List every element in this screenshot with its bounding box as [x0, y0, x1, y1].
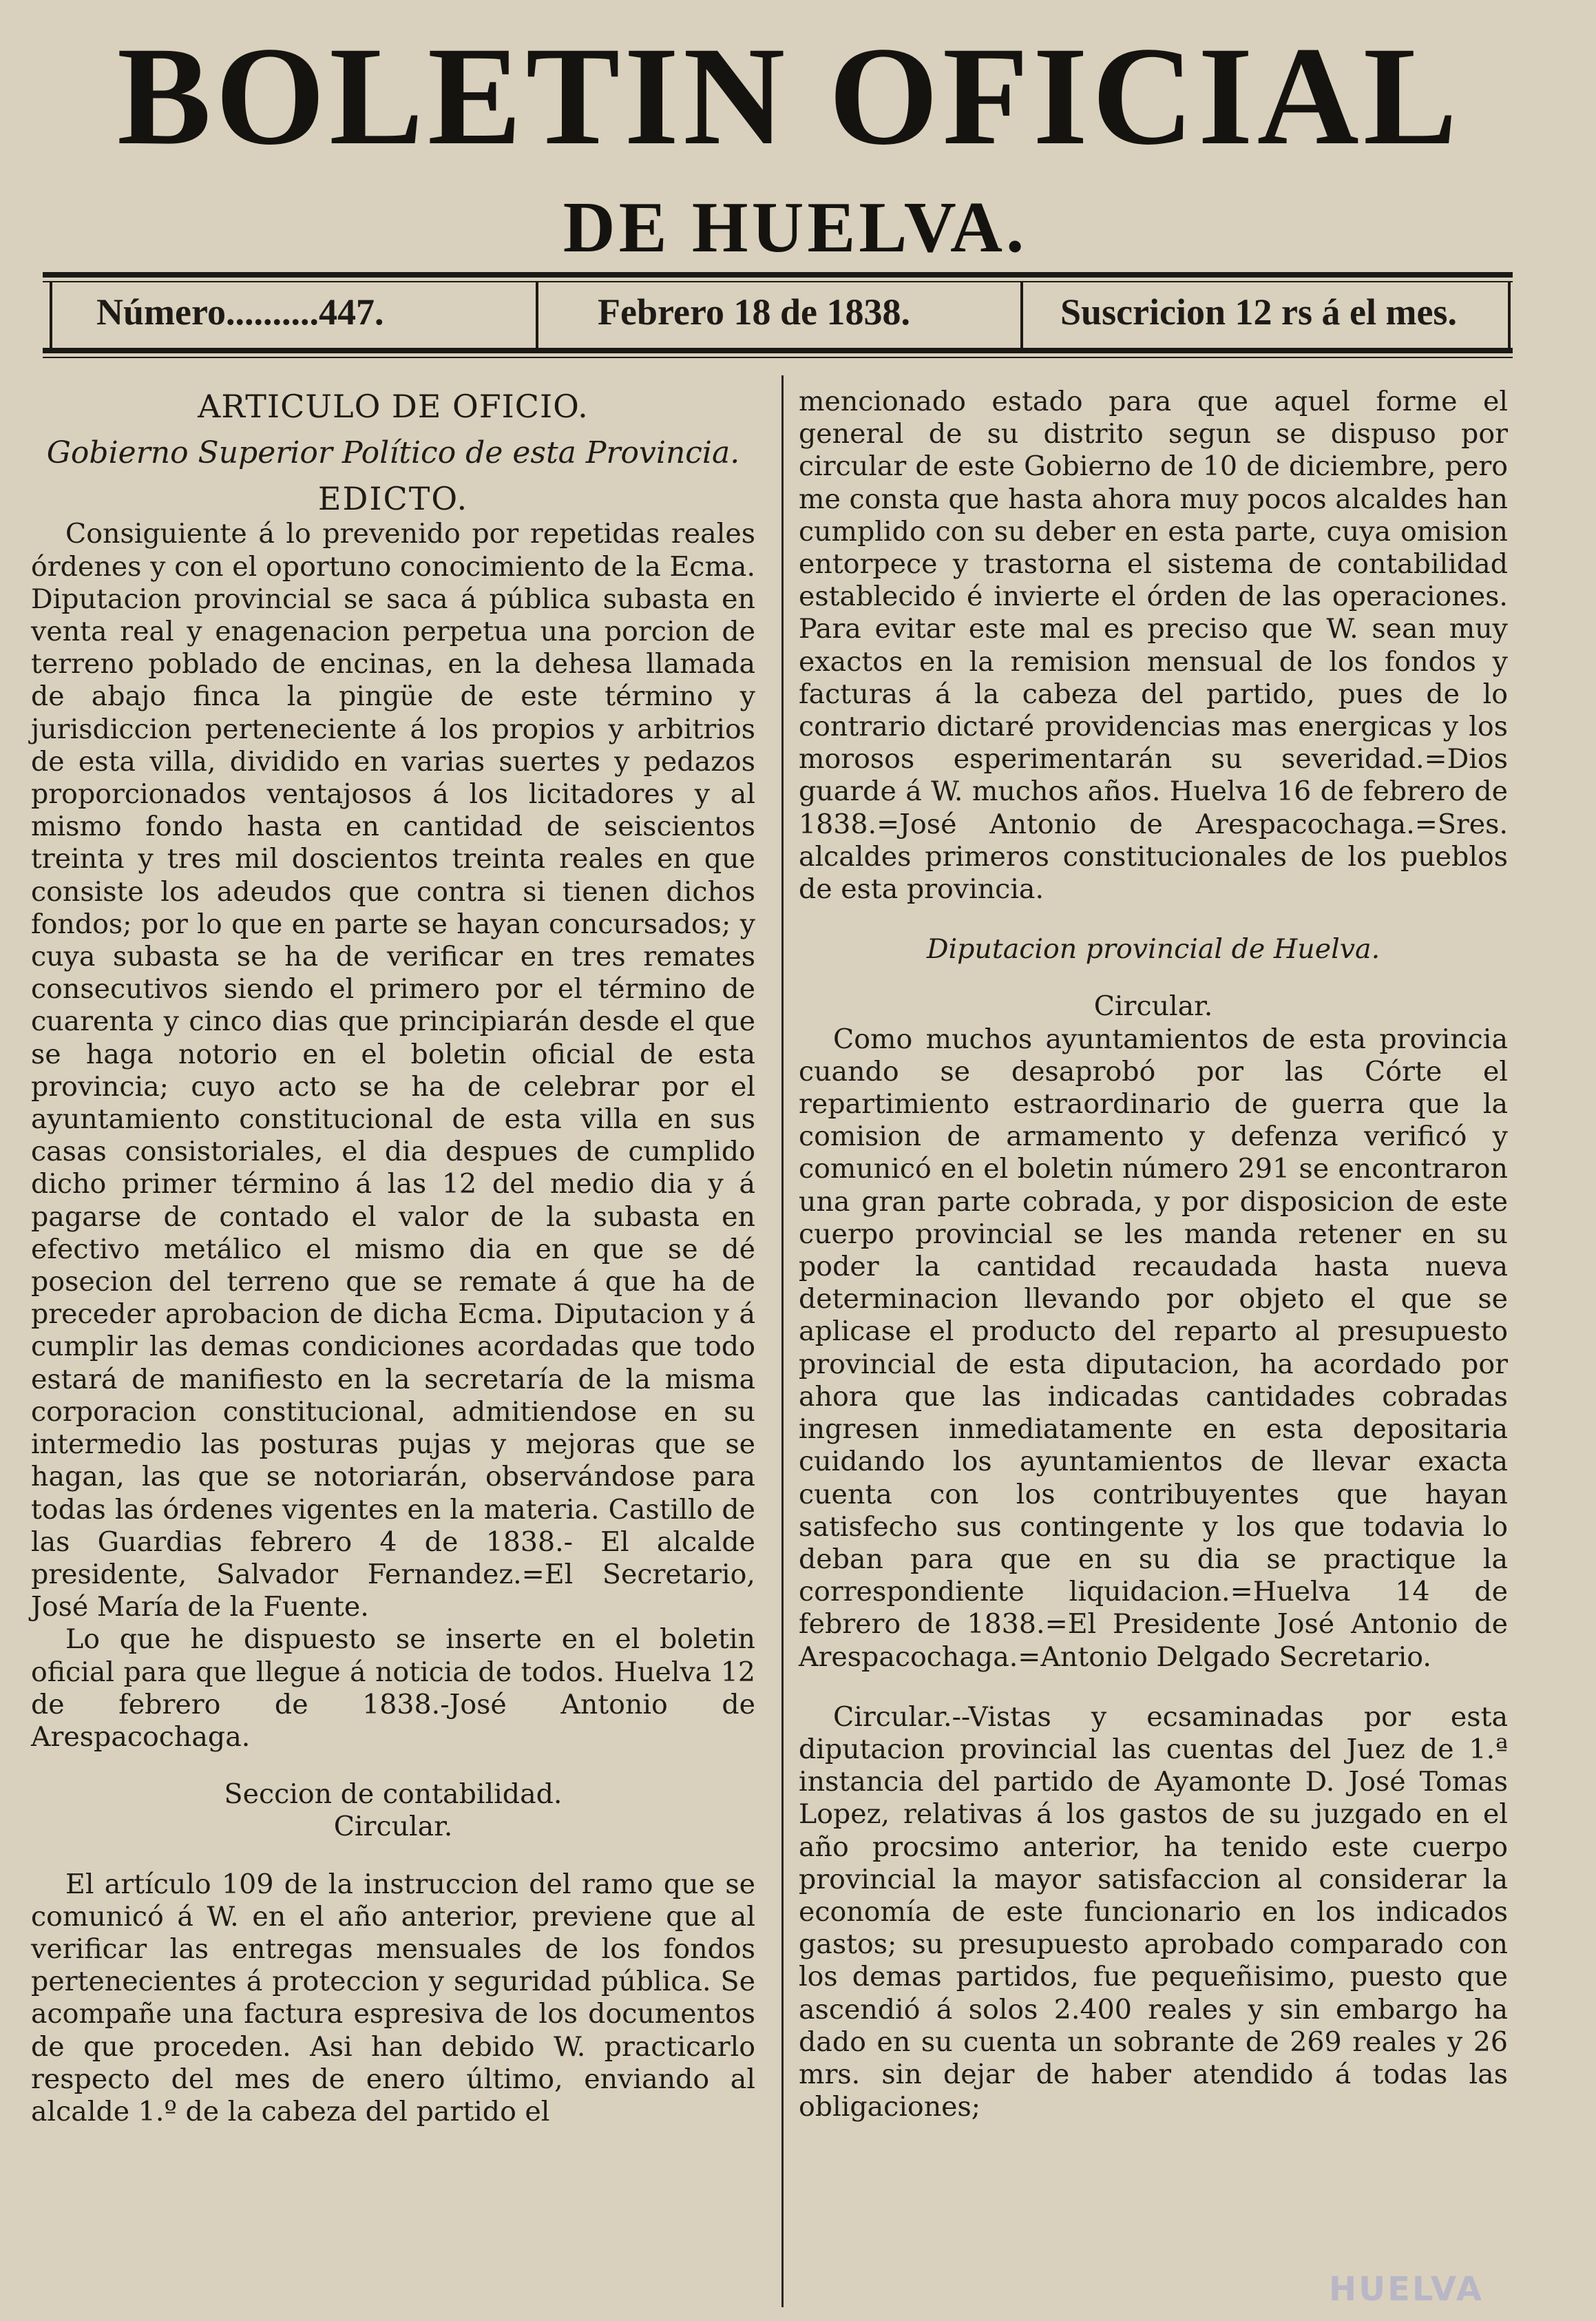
continuation-text: mencionado estado para que aquel forme el general de su distrito segun se dispuso por circular de este Gobierno de 10 de diciembre, pero me consta que hasta ahora muy pocos alcaldes han cumplido con su deber en esta parte, cuya omision entorpece y trastorna el sistema de contabilidad establecido é invierte el órden de las operaciones. Para evitar este mal es preciso que W. sean muy exactos en la remision mensual de los fondos y facturas á la cabeza del partido, pues de lo contrario dictaré providencias mas energicas y los morosos esperimentarán su severidad.=Dios guarde á W. muchos años. Huelva 16 de febrero de 1838.=José Antonio de Arespacochaga.=Sres. alcaldes primeros constitucionales de los pueblos de esta provincia.: [799, 386, 1508, 906]
info-divider: [1020, 282, 1023, 348]
issue-date: Febrero 18 de 1838.: [598, 291, 910, 333]
archive-watermark: HUELVA: [1329, 2270, 1484, 2309]
column-divider: [781, 375, 784, 2307]
spacer: [31, 1844, 755, 1869]
edicto-closing: Lo que he dispuesto se inserte en el boletin oficial para que llegue á noticia de todos. Huelva 12 de febrero de 1838.-José Antonio de Arespacochaga.: [31, 1623, 755, 1753]
right-column: [799, 386, 1508, 2123]
section-subtitle: Circular.: [333, 1811, 453, 1843]
info-rule-bottom: [43, 348, 1513, 353]
info-rule-top: [43, 272, 1513, 278]
circular-second-text: Circular.--Vistas y ecsaminadas por esta diputacion provincial las cuentas del Juez de 1.ª instancia del partido de Ayamonte D. José Tomas Lopez, relativas á los gastos de su juzgado en el año procsimo anterior, ha tenido este cuerpo provincial la mayor satisfaccion al considerar la economía de este funcionario en los indicados gastos; su presupuesto aprobado comparado con los demas partidos, fue pequeñisimo, puesto que ascendió á solos 2.400 reales y sin embargo ha dado en su cuenta un sobrante de 269 reales y 26 mrs. sin dejar de haber atendido á todas las obligaciones;: [799, 1700, 1508, 2123]
info-divider: [1508, 282, 1511, 348]
article-subheading: Gobierno Superior Político de esta Provincia.: [46, 435, 740, 470]
edicto-title: EDICTO.: [317, 480, 469, 518]
info-rule-bottom-thin: [43, 357, 1513, 358]
article-heading: ARTICULO DE OFICIO.: [198, 388, 589, 425]
info-rule-top-thin: [43, 281, 1513, 282]
subscription-price: Suscricion 12 rs á el mes.: [1060, 291, 1457, 333]
spacer: [799, 1674, 1508, 1701]
left-column: [31, 386, 755, 2128]
info-divider: [50, 282, 52, 348]
masthead-title: BOLETIN OFICIAL: [117, 18, 1462, 174]
spacer: [799, 966, 1508, 990]
info-divider: [536, 282, 538, 348]
edicto-text: Consiguiente á lo prevenido por repetidas reales órdenes y con el oportuno conocimiento de la Ecma. Diputacion provincial se saca á pública subasta en venta real y enagenacion perpetua una porcion de terreno poblado de encinas, en la dehesa llamada de abajo finca la pingüe de este término y jurisdiccion perteneciente á los propios y arbitrios de esta villa, dividido en varias suertes y pedazos proporcionados ventajosos á los licitadores y al mismo fondo hasta en cantidad de seiscientos treinta y tres mil doscientos treinta reales en que consiste los adeudos que contra si tienen dichos fondos; por lo que en parte se hayan concursados; y cuya subasta se ha de verificar en tres remates consecutivos siendo el primero por el término de cuarenta y cinco dias que principiarán desde el que se haga notorio en el boletin oficial de esta provincia; cuyo acto se ha de celebrar por el ayuntamiento constitucional de esta villa en sus casas consistoriales, el dia despues de cumplido dicho primer término á las 12 del medio dia y á pagarse de contado el valor de la subasta en efectivo metálico el mismo dia en que se dé posecion del terreno que se remate á que ha de preceder aprobacion de dicha Ecma. Diputacion y á cumplir las demas condiciones acordadas que todo estará de manifiesto en la secretaría de la misma corporacion constitucional, admitiendose en su intermedio las posturas pujas y mejoras que se hagan, las que se notoriarán, observándose para todas las órdenes vigentes en la materia. Castillo de las Guardias febrero 4 de 1838.- El alcalde presidente, Salvador Fernandez.=El Secretario, José María de la Fuente.: [31, 518, 755, 1623]
issue-number: Número..........447.: [96, 291, 384, 333]
circular-text: Como muchos ayuntamientos de esta provincia cuando se desaprobó por las Córte el repartimiento estraordinario de guerra que la comision de armamento y defenza verificó y comunicó en el boletin número 291 se encontraron una gran parte cobrada, y por disposicion de este cuerpo provincial se les manda retener en su poder la cantidad recaudada hasta nueva determinacion llevando por objeto el que se aplicase el producto del reparto al presupuesto provincial de esta diputacion, ha acordado por ahora que las indicadas cantidades cobradas ingresen inmediatamente en esta depositaria cuidando los ayuntamientos de llevar exacta cuenta con los contribuyentes que hayan satisfecho sus contingente y los que todavia lo deban para que en su dia se practique la correspondiente liquidacion.=Huelva 14 de febrero de 1838.=El Presidente José Antonio de Arespacochaga.=Antonio Delgado Secretario.: [799, 1023, 1508, 1673]
circular-title: Circular.: [1093, 990, 1213, 1023]
section-title: Seccion de contabilidad.: [224, 1778, 563, 1811]
diputacion-heading: Diputacion provincial de Huelva.: [926, 933, 1380, 966]
masthead-subtitle: DE HUELVA.: [563, 187, 1028, 267]
spacer: [31, 1753, 755, 1778]
spacer: [799, 906, 1508, 933]
section-text: El artículo 109 de la instruccion del ramo que se comunicó á W. en el año anterior, previene que al verificar las entregas mensuales de los fondos pertenecientes á proteccion y seguridad pública. Se acompañe una factura espresiva de los documentos de que proceden. Asi han debido W. practicarlo respecto del mes de enero último, enviando al alcalde 1.º de la cabeza del partido el: [31, 1868, 755, 2127]
